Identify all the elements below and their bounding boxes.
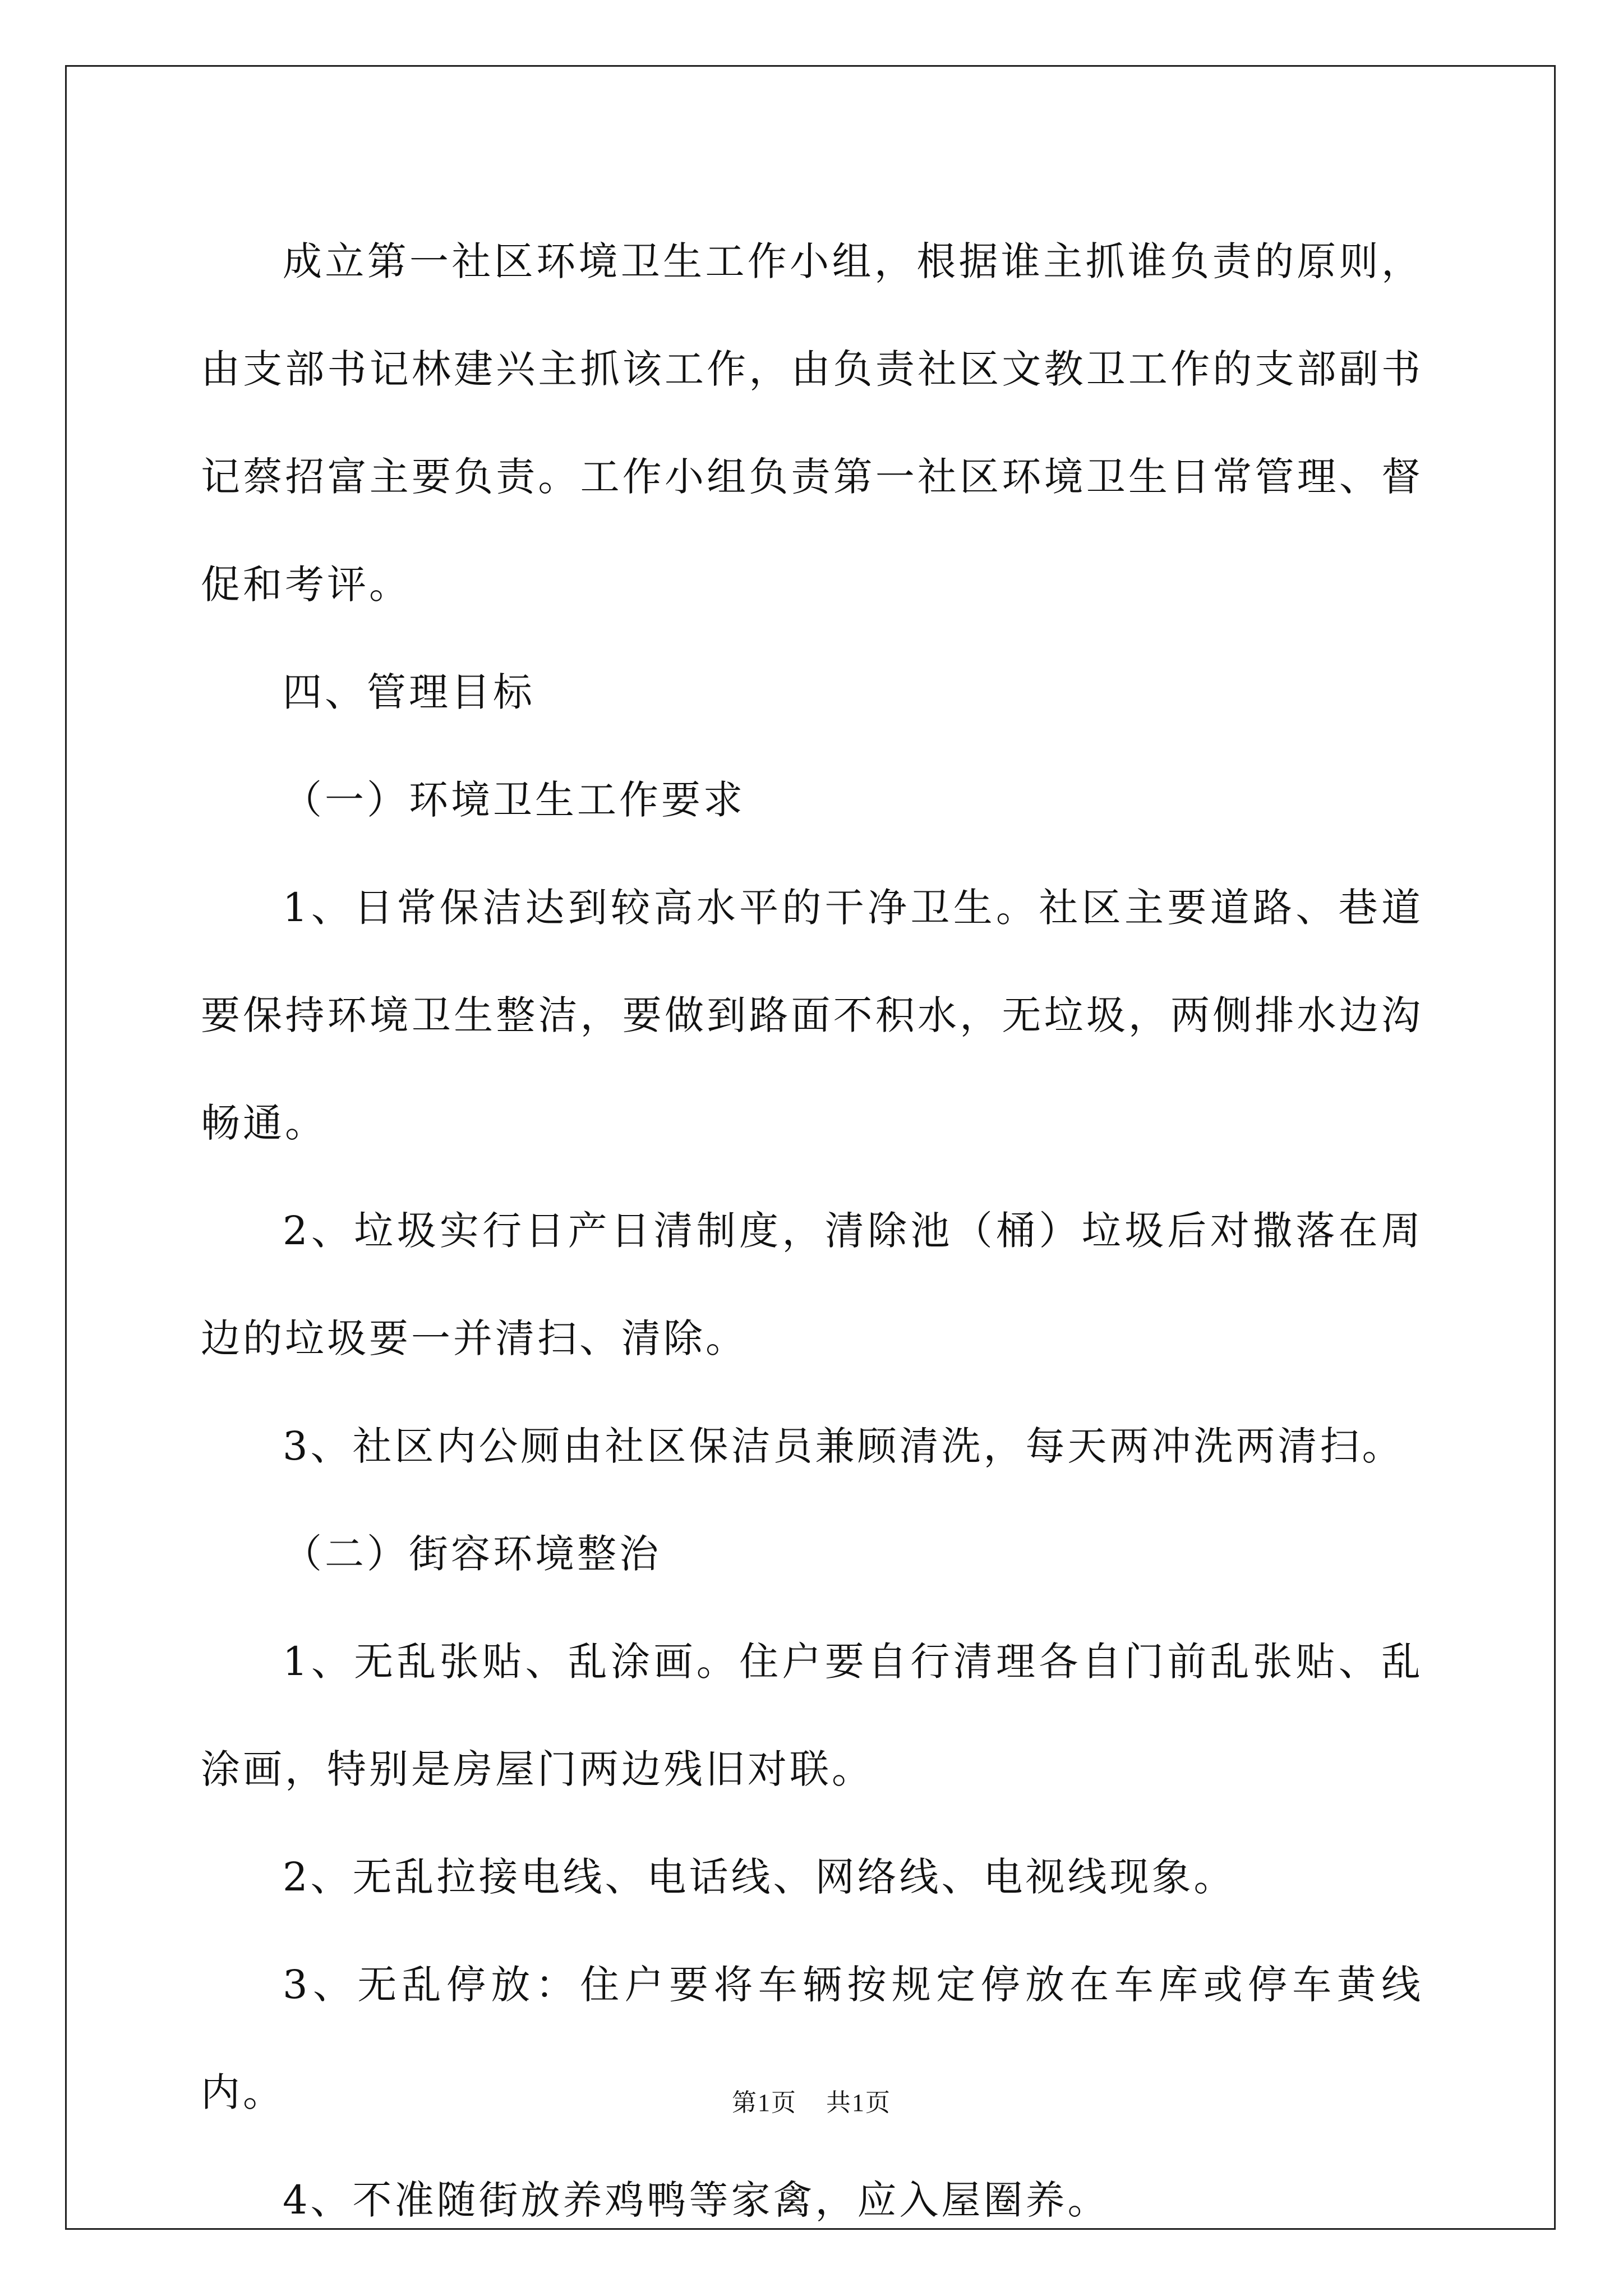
document-body — [201, 208, 1423, 2254]
page-number: 第1页 — [732, 2089, 797, 2116]
paragraph: 2、无乱拉接电线、电话线、网络线、电视线现象。 — [283, 1854, 1236, 1900]
paragraph: 4、不准随街放养鸡鸭等家禽，应入屋圈养。 — [283, 2177, 1110, 2223]
paragraph: 2、垃圾实行日产日清制度，清除池（桶）垃圾后对撒落在周边的垃圾要一并清扫、清除。 — [201, 1208, 1423, 1361]
paragraph: 3、无乱停放：住户要将车辆按规定停放在车库或停车黄线内。 — [201, 1962, 1423, 2115]
subsection-heading: （一）环境卫生工作要求 — [283, 777, 745, 823]
section-heading: 四、管理目标 — [283, 669, 535, 715]
subsection-heading: （二）街容环境整治 — [283, 1531, 661, 1577]
paragraph: 3、社区内公厕由社区保洁员兼顾清洗，每天两冲洗两清扫。 — [283, 1423, 1404, 1469]
paragraph: 1、日常保洁达到较高水平的干净卫生。社区主要道路、巷道要保持环境卫生整洁，要做到路面不积水，无垃圾，两侧排水边沟畅通。 — [201, 885, 1423, 1146]
paragraph: 成立第一社区环境卫生工作小组，根据谁主抓谁负责的原则，由支部书记林建兴主抓该工作，由负责社区文教卫工作的支部副书记蔡招富主要负责。工作小组负责第一社区环境卫生日常管理、督促和考评。 — [201, 238, 1423, 608]
page-footer — [0, 2082, 1623, 2118]
paragraph: 1、无乱张贴、乱涂画。住户要自行清理各自门前乱张贴、乱涂画，特别是房屋门两边残旧对联。 — [201, 1639, 1423, 1792]
page-total: 共1页 — [826, 2089, 891, 2116]
